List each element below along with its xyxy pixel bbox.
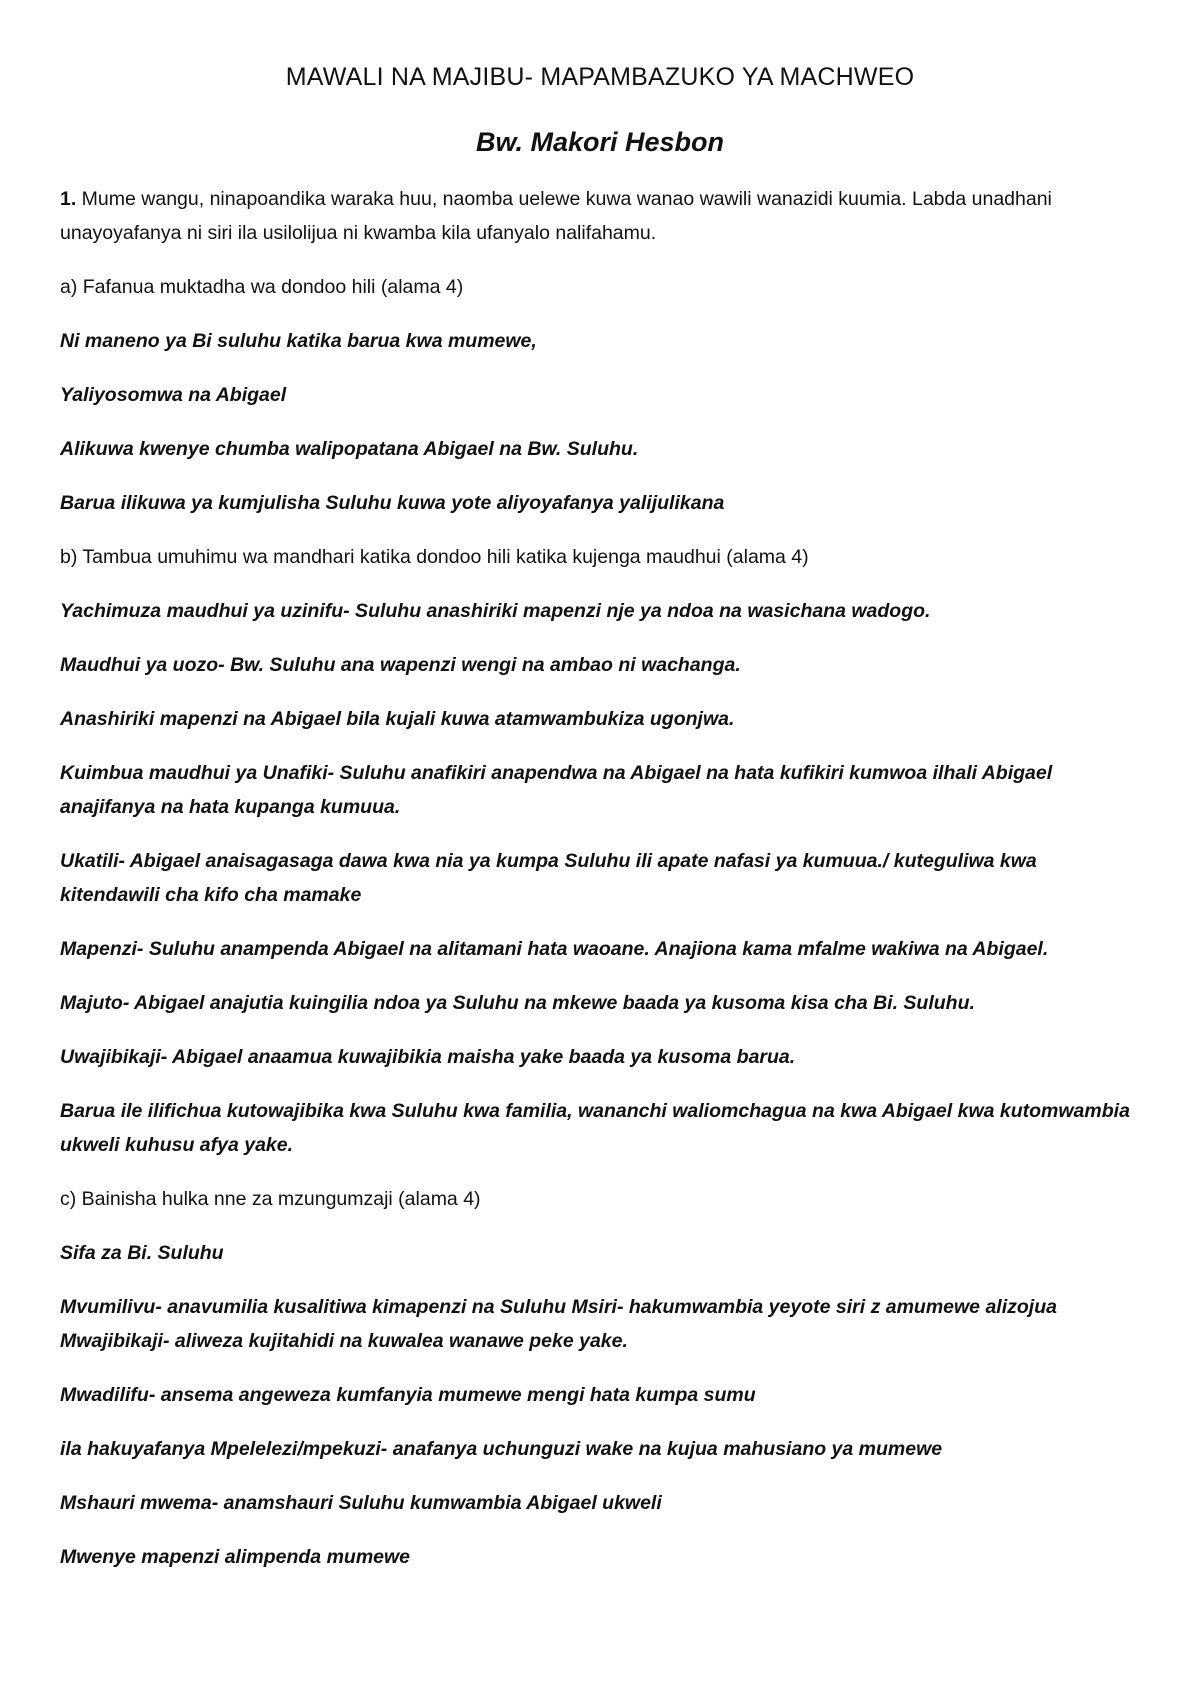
answer-c-heading: Sifa za Bi. Suluhu (60, 1242, 224, 1264)
answer-a-3: Alikuwa kwenye chumba walipopatana Abigael na Bw. Suluhu. (60, 438, 639, 460)
answer-b-5: Ukatili- Abigael anaisagasaga dawa kwa nia ya kumpa Suluhu ili apate nafasi ya kumuua./ kuteguliwa kwa kitendawili cha kifo cha mamake (60, 850, 1037, 906)
answer-c-4: Mshauri mwema- anamshauri Suluhu kumwambia Abigael ukweli (60, 1492, 662, 1514)
answer-b-9: Barua ile ilifichua kutowajibika kwa Suluhu kwa familia, wananchi waliomchagua na kwa Abigael kwa kutomwambia ukweli kuhusu afya yake. (60, 1100, 1130, 1156)
question-1-text: Mume wangu, ninapoandika waraka huu, naomba uelewe kuwa wanao wawili wanazidi kuumia. Labda unadhani unayoyafanya ni siri ila usilolijua ni kwamba kila ufanyalo nalifahamu. (60, 188, 1052, 244)
answer-b-1: Yachimuza maudhui ya uzinifu- Suluhu anashiriki mapenzi nje ya ndoa na wasichana wadogo. (60, 600, 931, 622)
answer-b-8: Uwajibikaji- Abigael anaamua kuwajibikia maisha yake baada ya kusoma barua. (60, 1046, 796, 1068)
question-1-quote (60, 182, 1140, 250)
answer-b-7: Majuto- Abigael anajutia kuingilia ndoa ya Suluhu na mkewe baada ya kusoma kisa cha Bi. Suluhu. (60, 992, 975, 1014)
answer-c-1: Mvumilivu- anavumilia kusalitiwa kimapenzi na Suluhu Msiri- hakumwambia yeyote siri z amumewe alizojua Mwajibikaji- aliweza kujitahidi na kuwalea wanawe peke yake. (60, 1296, 1057, 1352)
answer-a-4: Barua ilikuwa ya kumjulisha Suluhu kuwa yote aliyoyafanya yalijulikana (60, 492, 725, 514)
answer-a-2: Yaliyosomwa na Abigael (60, 384, 287, 406)
question-c: c) Bainisha hulka nne za mzungumzaji (alama 4) (60, 1188, 481, 1210)
answer-a-1: Ni maneno ya Bi suluhu katika barua kwa mumewe, (60, 330, 537, 352)
answer-b-2: Maudhui ya uozo- Bw. Suluhu ana wapenzi wengi na ambao ni wachanga. (60, 654, 741, 676)
answer-b-4: Kuimbua maudhui ya Unafiki- Suluhu anafikiri anapendwa na Abigael na hata kufikiri kumwoa ilhali Abigael anajifanya na hata kupanga kumuua. (60, 762, 1053, 818)
answer-c-3: ila hakuyafanya Mpelelezi/mpekuzi- anafanya uchunguzi wake na kujua mahusiano ya mumewe (60, 1438, 943, 1460)
document-title: MAWALI NA MAJIBU- MAPAMBAZUKO YA MACHWEO (285, 63, 915, 91)
question-a: a) Fafanua muktadha wa dondoo hili (alama 4) (60, 276, 464, 298)
answer-c-5: Mwenye mapenzi alimpenda mumewe (60, 1546, 411, 1568)
answer-b-6: Mapenzi- Suluhu anampenda Abigael na alitamani hata waoane. Anajiona kama mfalme wakiwa na Abigael. (60, 938, 1049, 960)
answer-b-3: Anashiriki mapenzi na Abigael bila kujali kuwa atamwambukiza ugonjwa. (60, 708, 735, 730)
author-name: Bw. Makori Hesbon (475, 127, 725, 157)
document-body (60, 182, 1140, 1574)
question-b: b) Tambua umuhimu wa mandhari katika dondoo hili katika kujenga maudhui (alama 4) (60, 546, 809, 568)
question-number: 1. (60, 188, 77, 210)
answer-c-2: Mwadilifu- ansema angeweza kumfanyia mumewe mengi hata kumpa sumu (60, 1384, 756, 1406)
